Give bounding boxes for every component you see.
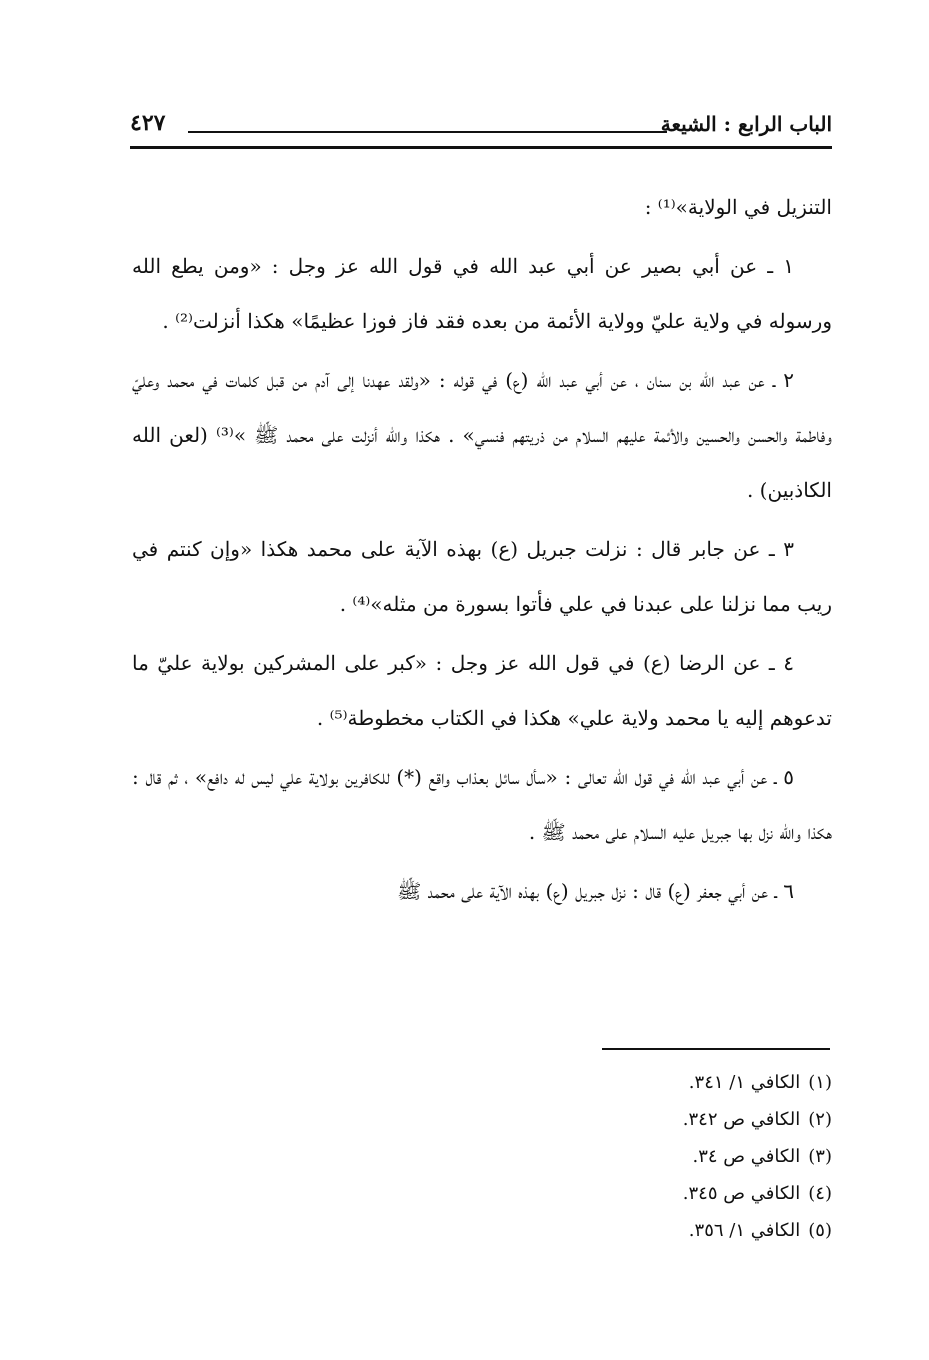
footnote-text: الكافي ص ٣٤٥. [682, 1183, 801, 1204]
paragraph-3: ٣ ـ عن جابر قال : نزلت جبريل (ع) بهذه الآية على محمد هكذا «وإن كنتم في ريب مما نزلنا على عبدنا في علي فأتوا بسورة من مثله»⁽⁴⁾ . [132, 537, 832, 616]
footnote-text: الكافي ١/ ٣٤١. [688, 1072, 801, 1093]
footnotes [412, 1064, 832, 1249]
footnote-number: (٤) [808, 1183, 832, 1204]
paragraph-4: ٤ ـ عن الرضا (ع) في قول الله عز وجل : «كبر على المشركين بولاية عليّ ما تدعوهم إليه يا محمد ولاية علي» هكذا في الكتاب مخطوطة⁽⁵⁾ . [132, 651, 832, 730]
footnote-number: (٣) [808, 1146, 832, 1167]
paragraph-2: ٢ ـ عن عبد الله بن سنان ، عن أبي عبد الله (ع) في قوله : «ولقد عهدنا إلى آدم من قبل كلمات في محمد وعليّ وفاطمة والحسن والحسين والأئمة عليهم السلام من ذريتهم فنسي» . هكذا والله أنزلت على محمد ﷺ »⁽³⁾ (لعن الله الكاذبين) . [132, 368, 832, 502]
page-number: ٤٢٧ [130, 110, 166, 136]
paragraph-5: ٥ ـ عن أبي عبد الله في قول الله تعالى : «سأل سائل بعذاب واقع (*) للكافرين بولاية علي ليس له دافع» ، ثم قال : هكذا والله نزل بها جبريل عليه السلام على محمد ﷺ . [132, 765, 832, 844]
footnote-separator [602, 1048, 830, 1050]
footnote-3 [412, 1138, 832, 1175]
paragraph-6: ٦ ـ عن أبي جعفر (ع) قال : نزل جبريل (ع) بهذه الآية على محمد ﷺ [397, 879, 794, 903]
footnote-text: الكافي ١/ ٣٥٦. [688, 1220, 801, 1241]
chapter-title: الباب الرابع : الشيعة [660, 112, 832, 136]
footnote-2 [412, 1101, 832, 1138]
main-text [132, 180, 832, 919]
footnote-1 [412, 1064, 832, 1101]
footnote-5 [412, 1212, 832, 1249]
header-divider [188, 131, 667, 133]
footnote-number: (٢) [808, 1109, 832, 1130]
paragraph-continuation: التنزيل في الولاية»⁽¹⁾ : [644, 195, 832, 219]
footnote-number: (١) [808, 1072, 832, 1093]
footnote-4 [412, 1175, 832, 1212]
footnote-text: الكافي ص ٣٤. [692, 1146, 801, 1167]
footnote-text: الكافي ص ٣٤٢. [682, 1109, 801, 1130]
running-header [130, 106, 832, 146]
footnote-number: (٥) [808, 1220, 832, 1241]
header-rule [130, 146, 832, 149]
paragraph-1: ١ ـ عن أبي بصير عن أبي عبد الله في قول الله عز وجل : «ومن يطع الله ورسوله في ولاية عليّ وولاية الأئمة من بعده فقد فاز فوزا عظيمًا» هكذا أنزلت⁽²⁾ . [132, 254, 832, 333]
